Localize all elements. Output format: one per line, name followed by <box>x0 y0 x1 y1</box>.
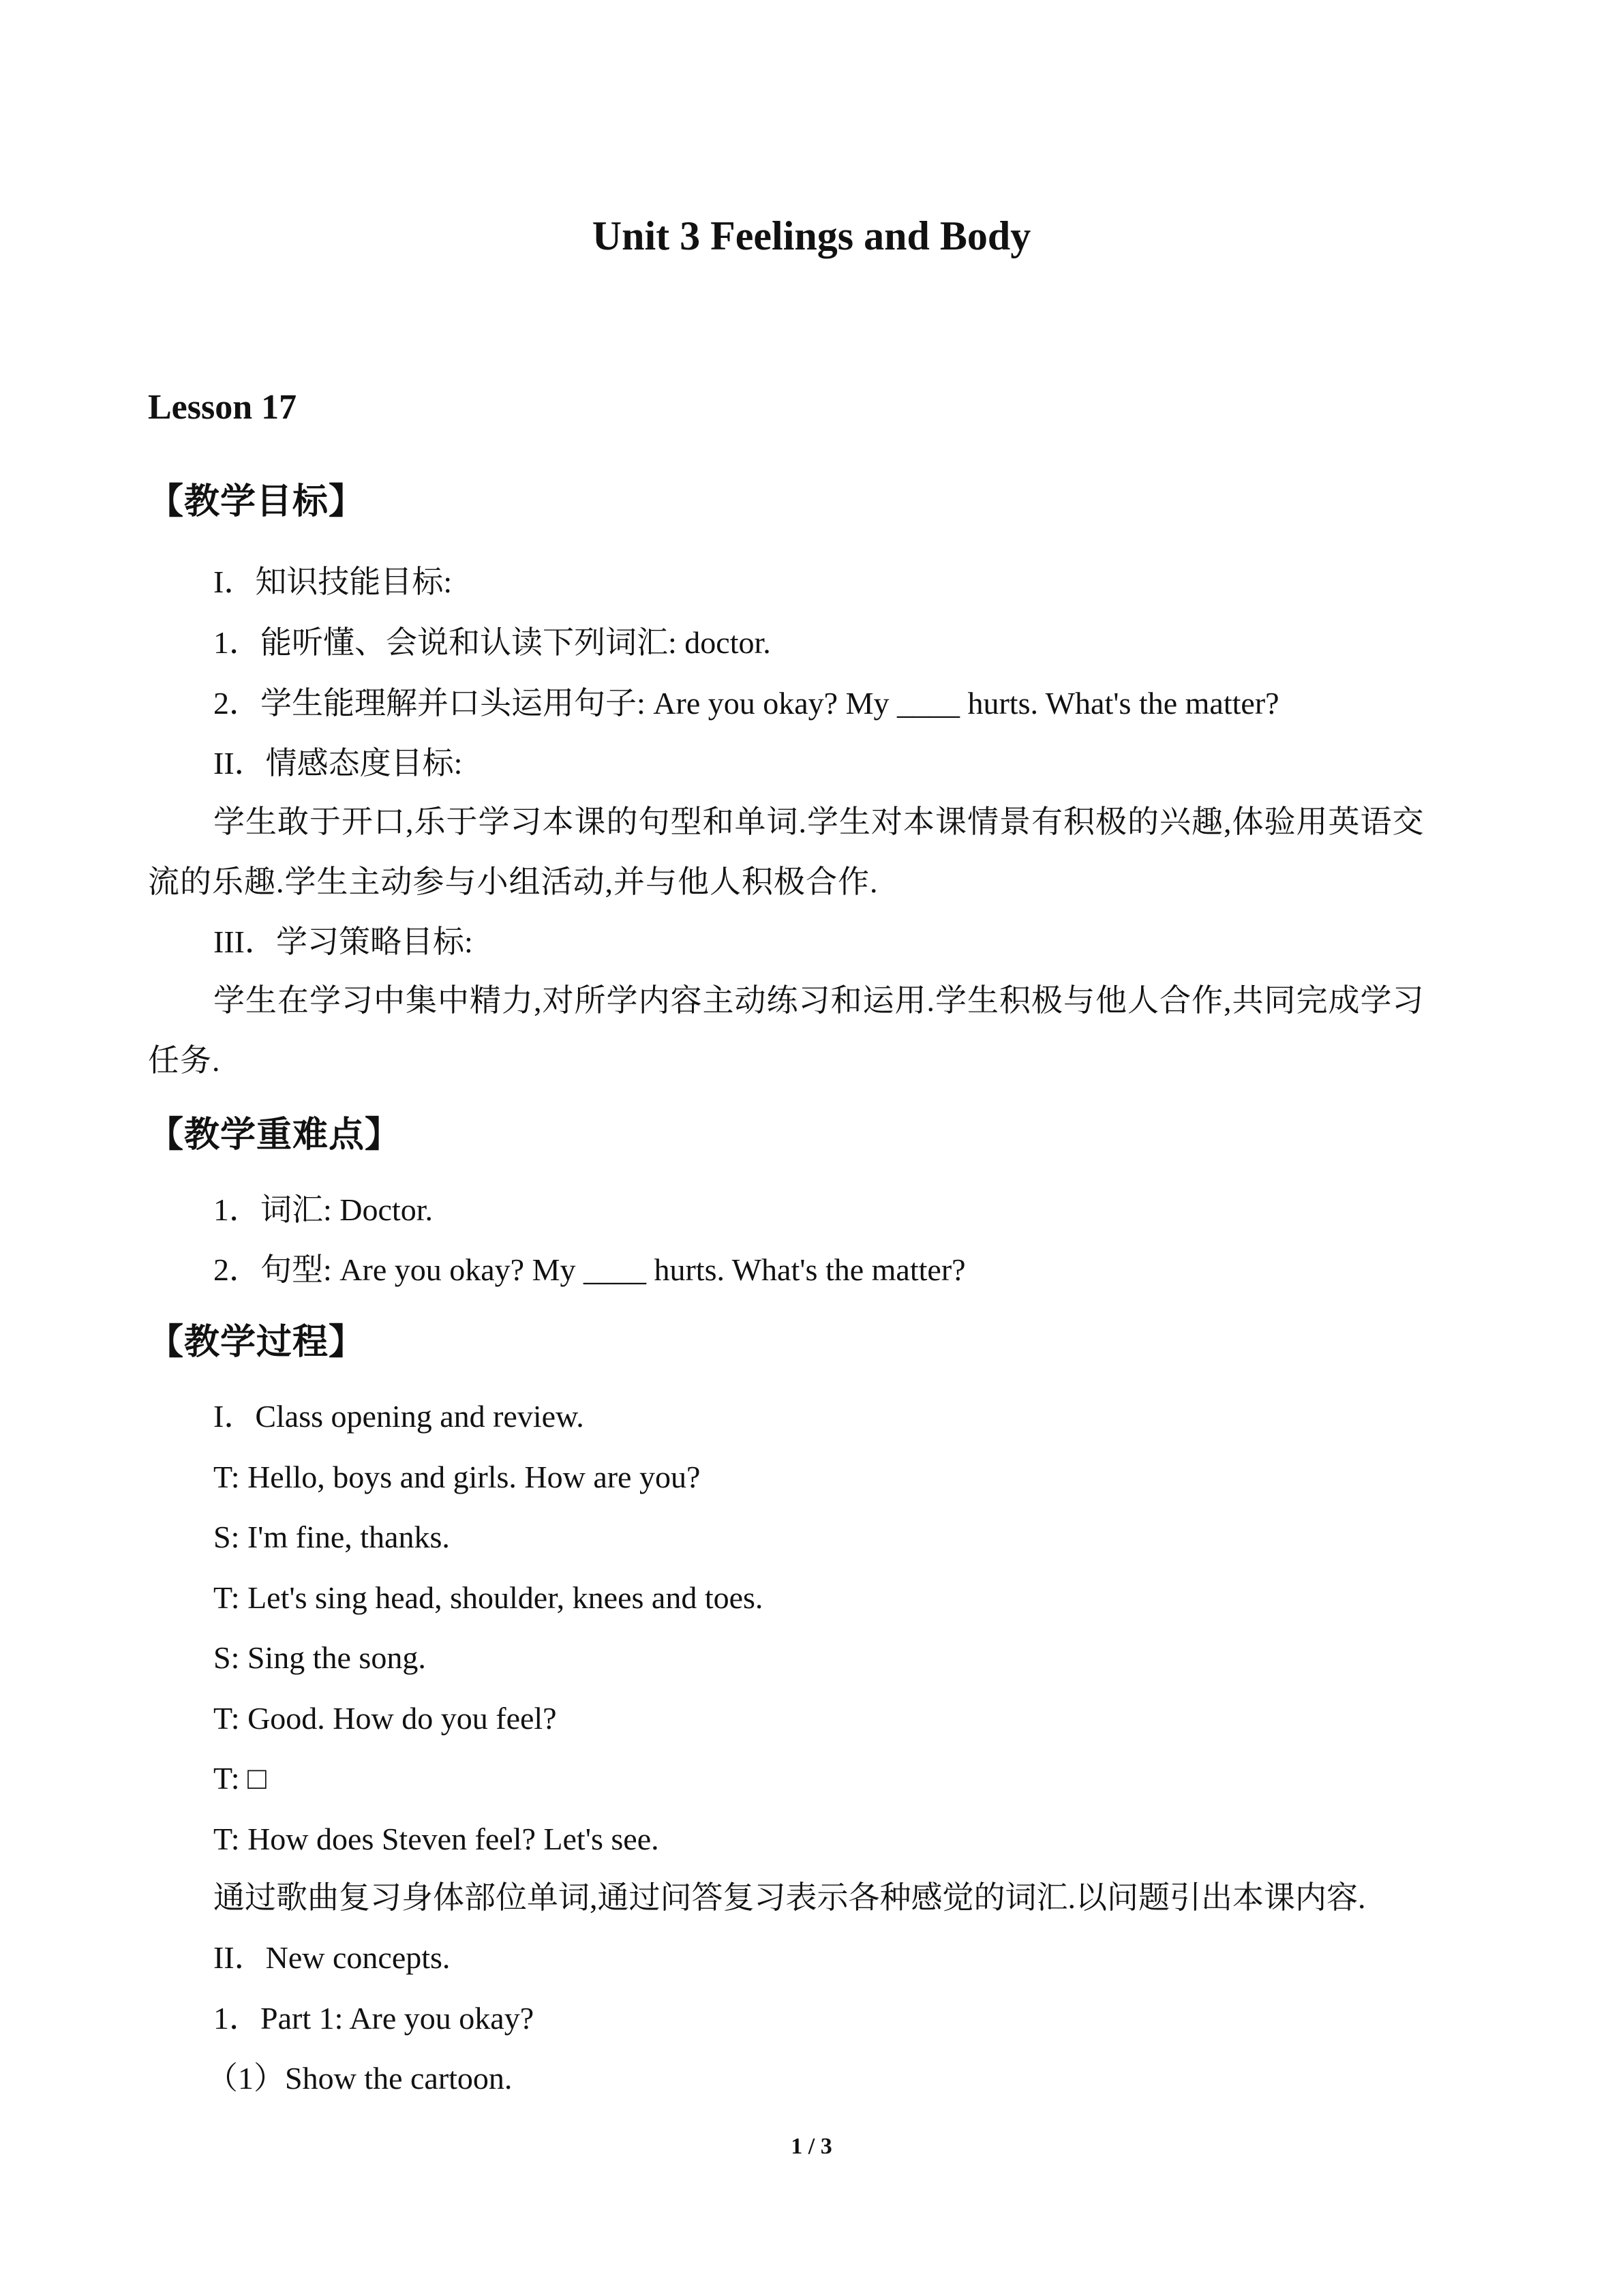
dialogue-line: S: I'm fine, thanks. <box>213 1520 450 1554</box>
strategy-goal-heading: III．学习策略目标: <box>213 924 473 959</box>
emotion-goal-heading: II．情感态度目标: <box>213 746 463 781</box>
lesson-heading: Lesson 17 <box>148 388 297 427</box>
process-step-heading: I．Class opening and review. <box>213 1399 584 1434</box>
dialogue-line: T: Let's sing head, shoulder, knees and toes. <box>213 1580 763 1615</box>
process-sub-item: （1）Show the cartoon. <box>207 2061 513 2096</box>
dialogue-line: T: How does Steven feel? Let's see. <box>213 1822 659 1856</box>
process-part-heading: 1．Part 1: Are you okay? <box>213 2001 534 2036</box>
section-heading-process: 【教学过程】 <box>148 1323 365 1362</box>
document-title: Unit 3 Feelings and Body <box>592 213 1031 258</box>
dialogue-line: T: Good. How do you feel? <box>213 1701 557 1736</box>
process-note: 通过歌曲复习身体部位单词,通过问答复习表示各种感觉的词汇.以问题引出本课内容. <box>213 1880 1366 1915</box>
knowledge-goal-item: 1．能听懂、会说和认读下列词汇: doctor. <box>213 625 771 660</box>
page-number: 1 / 3 <box>791 2134 832 2159</box>
emotion-goal-text: 学生敢于开口,乐于学习本课的句型和单词.学生对本课情景有积极的兴趣,体验用英语交流的乐趣.学生主动参与小组活动,并与他人积极合作. <box>148 804 1425 899</box>
process-step-heading: II．New concepts. <box>213 1940 451 1975</box>
dialogue-line: T: □ <box>213 1761 267 1796</box>
key-point-item: 1．词汇: Doctor. <box>213 1192 433 1227</box>
knowledge-goal-heading: I．知识技能目标: <box>213 564 453 599</box>
strategy-goal-text: 学生在学习中集中精力,对所学内容主动练习和运用.学生积极与他人合作,共同完成学习任务. <box>148 983 1425 1078</box>
section-heading-goals: 【教学目标】 <box>148 483 365 522</box>
knowledge-goal-item: 2．学生能理解并口头运用句子: Are you okay? My ____ hurts. What's the matter? <box>213 686 1279 721</box>
key-point-item: 2．句型: Are you okay? My ____ hurts. What's the matter? <box>213 1252 966 1287</box>
dialogue-line: T: Hello, boys and girls. How are you? <box>213 1460 701 1494</box>
dialogue-line: S: Sing the song. <box>213 1640 426 1675</box>
section-heading-key-points: 【教学重难点】 <box>148 1116 401 1155</box>
